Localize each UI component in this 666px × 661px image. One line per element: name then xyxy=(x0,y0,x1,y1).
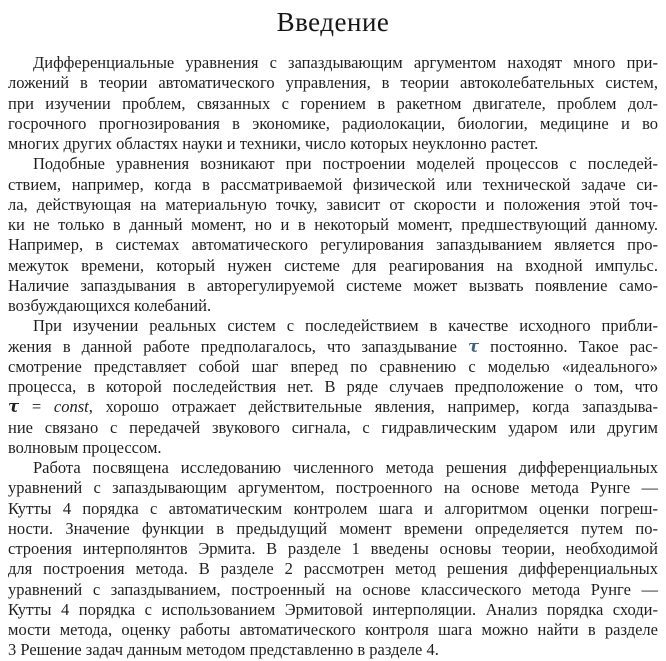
text-line xyxy=(8,559,658,579)
text-line xyxy=(8,215,658,235)
text-line xyxy=(8,337,658,357)
text-segment: ложений в теории автоматического управления, в теории автоколебательных систем, xyxy=(8,73,658,93)
text-segment: многих других областях науки и техники, число которых неуклонно растет. xyxy=(8,134,539,153)
page-title: Введение xyxy=(276,7,390,37)
text-segment: волновым процессом. xyxy=(8,437,162,457)
text-line xyxy=(8,620,658,640)
text-segment: , хорошо отражает действительные явления, например, когда запаздыва- xyxy=(88,397,658,417)
text-segment: постоянно. Такое рас- xyxy=(479,336,658,356)
text-line xyxy=(8,276,658,296)
text-segment: уравнений с запаздыванием, построенный на основе классического метода Рунге — xyxy=(8,579,658,599)
math-const: const xyxy=(53,397,89,417)
text-line xyxy=(8,580,658,600)
text-line xyxy=(8,478,658,498)
text-segment: для построения метода. В разделе 2 рассмотрен метод решения дифференциальных xyxy=(8,559,658,579)
text-line xyxy=(8,600,658,620)
text-segment: Работа посвящена исследованию численного метода решения дифференциальных xyxy=(33,458,658,477)
text-segment: мости метода, оценку работы автоматического контроля шага можно найти в разделе xyxy=(8,620,658,639)
tau-symbol: τ xyxy=(8,397,20,417)
text-segment: при изучении проблем, связанных с горением в ракетном двигателе, проблем дол- xyxy=(8,93,658,113)
text-line xyxy=(8,256,658,276)
text-segment: ние связано с передачей звукового сигнала, с гидравлическим ударом или другим xyxy=(8,417,658,437)
text-line xyxy=(8,519,658,539)
text-line xyxy=(8,377,658,397)
tau-symbol: τ xyxy=(467,336,480,356)
text-line xyxy=(8,154,658,174)
text-segment: процесса, в которой последействия нет. В ряде случаев предположение о том, что xyxy=(8,377,658,396)
text-line xyxy=(8,458,658,478)
text-line xyxy=(8,195,658,215)
text-line xyxy=(8,134,658,154)
text-segment: ности. Значение функции в предыдущий момент времени определяется путем по- xyxy=(8,518,658,538)
text-segment: Подобные уравнения возникают при построении моделей процессов с последей- xyxy=(33,154,658,174)
text-line xyxy=(8,357,658,377)
text-line xyxy=(8,53,658,73)
text-segment: ки не только в данный момент, но и в некоторый момент, предшествующий данному. xyxy=(8,215,658,234)
text-segment: Кутты 4 порядка с автоматическим контролем шага и алгоритмом оценки погреш- xyxy=(8,498,658,518)
text-line xyxy=(8,640,658,660)
text-segment: Кутты 4 порядка с использованием Эрмитовой интерполяции. Анализ порядка сходи- xyxy=(8,599,658,619)
text-line xyxy=(8,114,658,134)
text-line xyxy=(8,418,658,438)
text-segment: Например, в системах автоматического регулирования запаздыванием является про- xyxy=(8,235,658,255)
text-line xyxy=(8,175,658,195)
text-line xyxy=(8,235,658,255)
text-line xyxy=(8,539,658,559)
text-segment: смотрение представляет собой шаг вперед по сравнению с моделью «идеального» xyxy=(8,356,658,376)
text-segment: Наличие запаздывания в авторегулируемой системе может вызвать появление само- xyxy=(8,275,658,295)
text-segment: возбуждающихся колебаний. xyxy=(8,296,212,315)
text-segment: = xyxy=(19,397,54,417)
body-text xyxy=(8,53,658,661)
text-segment: Дифференциальные уравнения с запаздывающим аргументом находят много при- xyxy=(33,53,658,72)
text-line xyxy=(8,438,658,458)
text-line xyxy=(8,94,658,114)
text-line xyxy=(8,499,658,519)
text-segment: жения в данной работе предполагалось, что запаздывание xyxy=(8,336,468,356)
text-line xyxy=(8,397,658,417)
text-segment: уравнений с запаздывающим аргументом, построенного на основе метода Рунге — xyxy=(8,478,658,498)
text-segment: госрочного прогнозирования в экономике, радиолокации, биологии, медицине и во xyxy=(8,113,658,133)
text-segment: строения интерполянтов Эрмита. В разделе 1 введены основы теории, необходимой xyxy=(8,539,658,558)
text-segment: ствием, например, когда в рассматриваемой физической или технической задаче си- xyxy=(8,174,658,194)
text-segment: межуток времени, который нужен системе для реагирования на входной импульс. xyxy=(8,255,658,275)
text-line xyxy=(8,316,658,336)
text-line xyxy=(8,296,658,316)
text-segment: 3 Решение задач данным методом представленно в разделе 4. xyxy=(8,640,439,660)
text-segment: ла, действующая на материальную точку, зависит от скорости и положения этой точ- xyxy=(8,194,658,214)
text-segment: При изучении реальных систем с последействием в качестве исходного прибли- xyxy=(33,316,658,336)
text-line xyxy=(8,73,658,93)
